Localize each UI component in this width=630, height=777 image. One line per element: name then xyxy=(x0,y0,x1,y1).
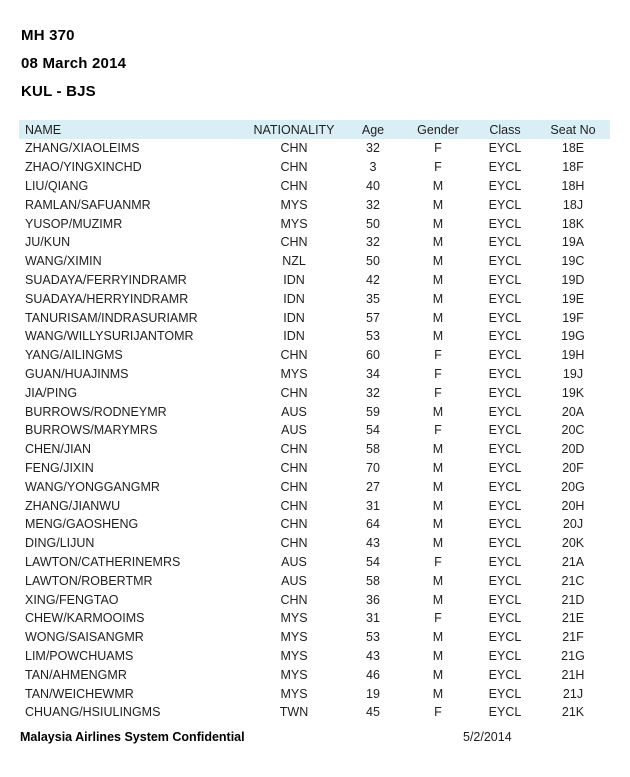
cell-seat: 19A xyxy=(561,235,585,250)
cell-class: EYCL xyxy=(488,291,522,306)
cell-seat: 19F xyxy=(562,310,584,325)
cell-nationality: MYS xyxy=(280,197,308,212)
cell-nationality: CHN xyxy=(280,498,308,513)
cell-name: YANG/AILINGMS xyxy=(25,348,123,363)
cell-seat: 21E xyxy=(561,611,585,626)
cell-name: WANG/WILLYSURIJANTOMR xyxy=(25,329,194,344)
table-row xyxy=(19,252,610,271)
cell-gender: M xyxy=(432,235,444,250)
table-row xyxy=(19,496,610,515)
cell-gender: M xyxy=(432,686,444,701)
cell-name: TANURISAM/INDRASURIAMR xyxy=(25,310,198,325)
cell-class: EYCL xyxy=(488,404,522,419)
cell-gender: M xyxy=(432,404,444,419)
cell-age: 19 xyxy=(366,686,380,701)
cell-nationality: AUS xyxy=(281,554,307,569)
cell-nationality: CHN xyxy=(280,517,308,532)
cell-age: 70 xyxy=(366,460,380,475)
table-row xyxy=(19,214,610,233)
table-row xyxy=(19,327,610,346)
cell-class: EYCL xyxy=(488,536,522,551)
cell-name: GUAN/HUAJINMS xyxy=(25,366,129,381)
cell-seat: 18F xyxy=(562,160,584,175)
cell-age: 45 xyxy=(366,705,380,720)
cell-class: EYCL xyxy=(488,592,522,607)
cell-seat: 19J xyxy=(562,366,584,381)
cell-age: 34 xyxy=(366,366,380,381)
cell-name: XING/FENGTAO xyxy=(25,592,119,607)
cell-class: EYCL xyxy=(488,554,522,569)
cell-class: EYCL xyxy=(488,216,522,231)
column-header-age: Age xyxy=(361,122,385,137)
cell-seat: 21C xyxy=(561,573,585,588)
cell-nationality: AUS xyxy=(281,573,307,588)
table-row xyxy=(19,590,610,609)
cell-gender: M xyxy=(432,310,444,325)
cell-age: 32 xyxy=(366,141,380,156)
cell-name: LIM/POWCHUAMS xyxy=(25,648,134,663)
cell-nationality: MYS xyxy=(280,686,308,701)
cell-seat: 20J xyxy=(562,517,584,532)
cell-name: FENG/JIXIN xyxy=(25,460,94,475)
cell-gender: F xyxy=(434,141,442,156)
cell-age: 42 xyxy=(366,272,380,287)
cell-seat: 18J xyxy=(562,197,584,212)
cell-age: 32 xyxy=(366,197,380,212)
cell-age: 46 xyxy=(366,667,380,682)
cell-gender: F xyxy=(434,554,442,569)
cell-seat: 20C xyxy=(561,423,585,438)
cell-gender: M xyxy=(432,442,444,457)
cell-class: EYCL xyxy=(488,178,522,193)
cell-seat: 20A xyxy=(561,404,585,419)
cell-seat: 20K xyxy=(561,536,585,551)
cell-class: EYCL xyxy=(488,667,522,682)
cell-name: JIA/PING xyxy=(25,385,78,400)
cell-gender: M xyxy=(432,178,444,193)
cell-name: CHEW/KARMOOIMS xyxy=(25,611,145,626)
cell-nationality: MYS xyxy=(280,648,308,663)
cell-nationality: AUS xyxy=(281,423,307,438)
cell-nationality: CHN xyxy=(280,160,308,175)
cell-age: 54 xyxy=(366,423,380,438)
cell-gender: M xyxy=(432,291,444,306)
cell-name: WANG/YONGGANGMR xyxy=(25,479,160,494)
cell-gender: M xyxy=(432,592,444,607)
cell-seat: 19C xyxy=(561,254,585,269)
cell-class: EYCL xyxy=(488,573,522,588)
cell-age: 50 xyxy=(366,216,380,231)
cell-nationality: IDN xyxy=(283,291,305,306)
column-header-seat: Seat No xyxy=(550,122,596,137)
table-row xyxy=(19,233,610,252)
cell-class: EYCL xyxy=(488,648,522,663)
table-row xyxy=(19,421,610,440)
flight-date: 08 March 2014 xyxy=(21,55,127,72)
cell-name: WONG/SAISANGMR xyxy=(25,630,144,645)
cell-gender: F xyxy=(434,348,442,363)
cell-class: EYCL xyxy=(488,686,522,701)
cell-gender: M xyxy=(432,536,444,551)
confidential-notice: Malaysia Airlines System Confidential xyxy=(20,730,245,744)
cell-class: EYCL xyxy=(488,611,522,626)
cell-class: EYCL xyxy=(488,141,522,156)
table-row xyxy=(19,459,610,478)
cell-class: EYCL xyxy=(488,460,522,475)
table-row xyxy=(19,402,610,421)
cell-nationality: CHN xyxy=(280,442,308,457)
cell-nationality: MYS xyxy=(280,216,308,231)
cell-seat: 19K xyxy=(561,385,585,400)
cell-gender: M xyxy=(432,648,444,663)
table-row xyxy=(19,477,610,496)
table-header-row xyxy=(19,120,610,139)
cell-name: BURROWS/RODNEYMR xyxy=(25,404,167,419)
table-row xyxy=(19,703,610,722)
cell-class: EYCL xyxy=(488,705,522,720)
cell-age: 43 xyxy=(366,648,380,663)
table-row xyxy=(19,271,610,290)
table-row xyxy=(19,383,610,402)
cell-seat: 20G xyxy=(561,479,585,494)
cell-nationality: IDN xyxy=(283,329,305,344)
cell-seat: 19H xyxy=(561,348,585,363)
cell-class: EYCL xyxy=(488,479,522,494)
cell-gender: F xyxy=(434,385,442,400)
cell-gender: M xyxy=(432,329,444,344)
cell-age: 3 xyxy=(369,160,377,175)
cell-seat: 19E xyxy=(561,291,585,306)
cell-name: DING/LIJUN xyxy=(25,536,95,551)
cell-gender: M xyxy=(432,479,444,494)
column-header-class: Class xyxy=(489,122,521,137)
cell-class: EYCL xyxy=(488,254,522,269)
cell-class: EYCL xyxy=(488,517,522,532)
cell-age: 53 xyxy=(366,329,380,344)
passenger-table xyxy=(19,120,610,722)
cell-seat: 21G xyxy=(561,648,585,663)
cell-seat: 21A xyxy=(561,554,585,569)
table-row xyxy=(19,440,610,459)
cell-gender: M xyxy=(432,197,444,212)
cell-name: WANG/XIMIN xyxy=(25,254,102,269)
cell-class: EYCL xyxy=(488,235,522,250)
table-row xyxy=(19,365,610,384)
cell-seat: 18K xyxy=(561,216,585,231)
cell-age: 40 xyxy=(366,178,380,193)
cell-nationality: CHN xyxy=(280,460,308,475)
cell-age: 36 xyxy=(366,592,380,607)
cell-class: EYCL xyxy=(488,498,522,513)
cell-nationality: CHN xyxy=(280,141,308,156)
table-row xyxy=(19,515,610,534)
cell-class: EYCL xyxy=(488,442,522,457)
cell-gender: M xyxy=(432,630,444,645)
table-row xyxy=(19,177,610,196)
cell-nationality: MYS xyxy=(280,667,308,682)
cell-class: EYCL xyxy=(488,310,522,325)
table-row xyxy=(19,553,610,572)
cell-nationality: MYS xyxy=(280,366,308,381)
table-row xyxy=(19,158,610,177)
cell-seat: 20H xyxy=(561,498,585,513)
cell-nationality: AUS xyxy=(281,404,307,419)
cell-gender: M xyxy=(432,254,444,269)
cell-seat: 21F xyxy=(562,630,584,645)
cell-age: 27 xyxy=(366,479,380,494)
cell-age: 31 xyxy=(366,498,380,513)
cell-age: 53 xyxy=(366,630,380,645)
cell-nationality: IDN xyxy=(283,310,305,325)
table-row xyxy=(19,139,610,158)
cell-nationality: CHN xyxy=(280,479,308,494)
cell-name: TAN/AHMENGMR xyxy=(25,667,127,682)
table-row xyxy=(19,609,610,628)
cell-class: EYCL xyxy=(488,197,522,212)
cell-class: EYCL xyxy=(488,329,522,344)
cell-nationality: CHN xyxy=(280,592,308,607)
cell-age: 58 xyxy=(366,442,380,457)
cell-name: LAWTON/CATHERINEMRS xyxy=(25,554,181,569)
cell-nationality: NZL xyxy=(282,254,306,269)
cell-age: 58 xyxy=(366,573,380,588)
cell-gender: M xyxy=(432,517,444,532)
cell-name: BURROWS/MARYMRS xyxy=(25,423,158,438)
cell-nationality: CHN xyxy=(280,178,308,193)
column-header-name: NAME xyxy=(25,122,62,137)
printed-date: 5/2/2014 xyxy=(463,730,512,744)
table-row xyxy=(19,195,610,214)
cell-seat: 21K xyxy=(561,705,585,720)
table-body xyxy=(19,139,610,722)
cell-gender: F xyxy=(434,366,442,381)
cell-seat: 20F xyxy=(562,460,584,475)
cell-name: YUSOP/MUZIMR xyxy=(25,216,123,231)
cell-seat: 20D xyxy=(561,442,585,457)
cell-age: 31 xyxy=(366,611,380,626)
table-row xyxy=(19,289,610,308)
table-row xyxy=(19,628,610,647)
cell-name: TAN/WEICHEWMR xyxy=(25,686,134,701)
cell-gender: F xyxy=(434,705,442,720)
cell-name: JU/KUN xyxy=(25,235,71,250)
cell-name: SUADAYA/HERRYINDRAMR xyxy=(25,291,189,306)
cell-nationality: MYS xyxy=(280,611,308,626)
cell-age: 32 xyxy=(366,385,380,400)
cell-nationality: MYS xyxy=(280,630,308,645)
cell-class: EYCL xyxy=(488,630,522,645)
cell-nationality: CHN xyxy=(280,235,308,250)
cell-age: 59 xyxy=(366,404,380,419)
cell-class: EYCL xyxy=(488,348,522,363)
cell-nationality: CHN xyxy=(280,385,308,400)
cell-name: MENG/GAOSHENG xyxy=(25,517,139,532)
cell-gender: M xyxy=(432,216,444,231)
cell-name: ZHAO/YINGXINCHD xyxy=(25,160,142,175)
cell-name: ZHANG/XIAOLEIMS xyxy=(25,141,140,156)
cell-class: EYCL xyxy=(488,160,522,175)
cell-seat: 19G xyxy=(561,329,585,344)
cell-gender: F xyxy=(434,611,442,626)
cell-name: CHUANG/HSIULINGMS xyxy=(25,705,161,720)
cell-class: EYCL xyxy=(488,366,522,381)
cell-seat: 21D xyxy=(561,592,585,607)
table-row xyxy=(19,308,610,327)
table-row xyxy=(19,647,610,666)
cell-name: LAWTON/ROBERTMR xyxy=(25,573,153,588)
cell-gender: M xyxy=(432,272,444,287)
cell-age: 43 xyxy=(366,536,380,551)
column-header-nationality: NATIONALITY xyxy=(253,122,335,137)
cell-gender: M xyxy=(432,460,444,475)
table-header xyxy=(19,120,610,139)
cell-gender: F xyxy=(434,423,442,438)
cell-nationality: TWN xyxy=(279,705,309,720)
cell-gender: F xyxy=(434,160,442,175)
cell-seat: 18E xyxy=(561,141,585,156)
cell-nationality: CHN xyxy=(280,348,308,363)
cell-class: EYCL xyxy=(488,272,522,287)
cell-seat: 19D xyxy=(561,272,585,287)
table-row xyxy=(19,346,610,365)
cell-seat: 18H xyxy=(561,178,585,193)
flight-number: MH 370 xyxy=(21,27,75,44)
cell-age: 57 xyxy=(366,310,380,325)
cell-age: 64 xyxy=(366,517,380,532)
cell-age: 32 xyxy=(366,235,380,250)
column-header-gender: Gender xyxy=(417,122,459,137)
cell-nationality: CHN xyxy=(280,536,308,551)
cell-name: RAMLAN/SAFUANMR xyxy=(25,197,151,212)
cell-gender: M xyxy=(432,573,444,588)
table-row xyxy=(19,534,610,553)
cell-gender: M xyxy=(432,498,444,513)
table-row xyxy=(19,665,610,684)
cell-name: ZHANG/JIANWU xyxy=(25,498,121,513)
table-row xyxy=(19,571,610,590)
cell-age: 54 xyxy=(366,554,380,569)
cell-seat: 21J xyxy=(562,686,584,701)
table-row xyxy=(19,684,610,703)
cell-age: 35 xyxy=(366,291,380,306)
cell-name: LIU/QIANG xyxy=(25,178,89,193)
cell-seat: 21H xyxy=(561,667,585,682)
cell-class: EYCL xyxy=(488,423,522,438)
cell-name: CHEN/JIAN xyxy=(25,442,91,457)
cell-gender: M xyxy=(432,667,444,682)
flight-route: KUL - BJS xyxy=(21,83,96,100)
cell-age: 50 xyxy=(366,254,380,269)
document-header xyxy=(21,22,126,106)
cell-class: EYCL xyxy=(488,385,522,400)
cell-name: SUADAYA/FERRYINDRAMR xyxy=(25,272,187,287)
cell-nationality: IDN xyxy=(283,272,305,287)
cell-age: 60 xyxy=(366,348,380,363)
